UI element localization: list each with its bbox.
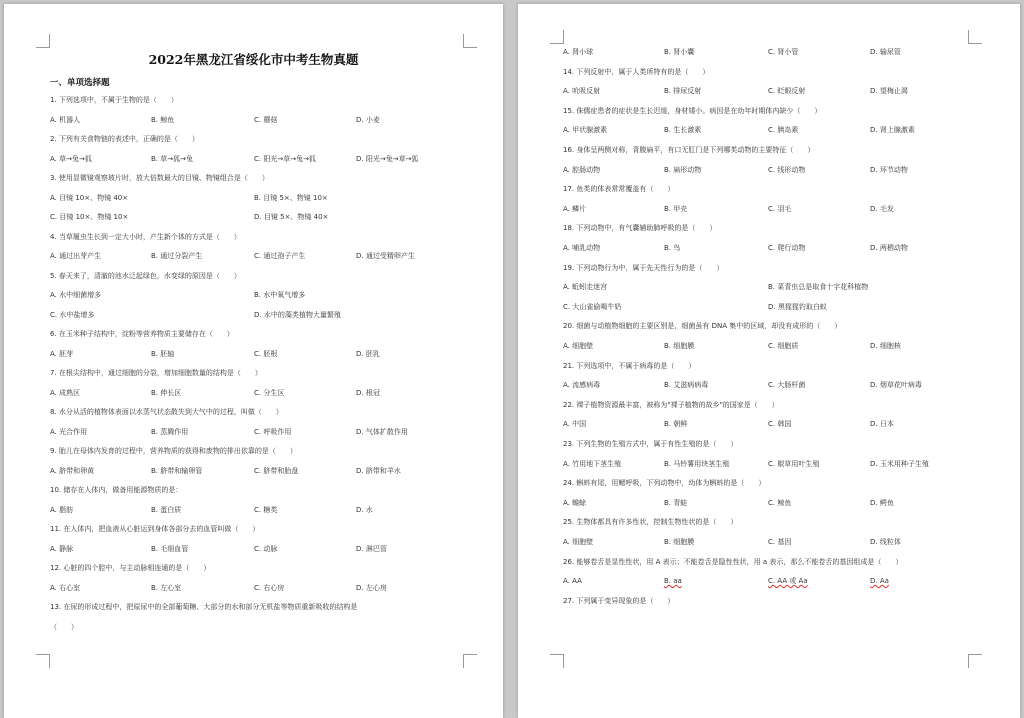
answer-option: B. 青蛙 [664, 498, 688, 507]
answer-option: A. 鳞片 [563, 204, 587, 213]
question-text: 17. 鱼类的体表常常覆盖有（ ） [563, 185, 675, 194]
crop-mark [550, 30, 564, 44]
answer-option: C. 椒草用叶生殖 [768, 459, 820, 468]
answer-option: A. 机器人 [50, 115, 81, 124]
question-text: 16. 身体呈两侧对称，背腹扁平，有口无肛门是下列哪类动物的主要特征（ ） [563, 146, 815, 154]
answer-option: B. 左心室 [151, 583, 182, 592]
crop-mark [463, 34, 477, 48]
answer-option: B. 目镜 5×、物镜 10× [254, 193, 328, 202]
question-text: 8. 水分从活的植物体表面以水蒸气状态散失到大气中的过程，叫做（ ） [50, 408, 283, 416]
answer-option: B. 毛细血管 [151, 544, 189, 553]
answer-option: A. 胚芽 [50, 349, 74, 358]
answer-option: B. 蛋白质 [151, 505, 182, 514]
question-text: 12. 心脏的四个腔中，与主动脉相连通的是（ ） [50, 564, 211, 572]
answer-option: A. 蟾蜍 [563, 498, 587, 507]
answer-option: D. 根冠 [356, 388, 380, 397]
answer-option: A. AA [563, 577, 582, 586]
question-text: （ ） [50, 622, 78, 631]
answer-option: B. 生长激素 [664, 126, 702, 135]
document-title: 2022年黑龙江省绥化市中考生物真题 [148, 52, 359, 67]
answer-option: A. 吮吸反射 [563, 87, 601, 96]
question-text: 25. 生物体都具有许多性状，控制生物性状的是（ ） [563, 518, 738, 527]
answer-option: D. 环节动物 [870, 165, 908, 174]
answer-option: C. 糖类 [254, 505, 278, 514]
question-text: 1. 下列选项中，不属于生物的是（ ） [50, 96, 178, 104]
document-page-right [518, 4, 1020, 718]
answer-option: C. 通过孢子产生 [254, 252, 306, 260]
answer-option: C. 右心房 [254, 583, 285, 592]
answer-option: D. 烟草花叶病毒 [870, 381, 922, 390]
answer-option: A. 中国 [563, 420, 587, 429]
answer-option: A. 成熟区 [50, 388, 81, 397]
answer-option: A. 通过出芽产生 [50, 252, 102, 260]
answer-option: D. 目镜 5×、物镜 40× [254, 213, 329, 221]
answer-option: D. 毛发 [870, 204, 894, 213]
question-text: 27. 下列属于变异现象的是（ ） [563, 596, 675, 605]
answer-option: C. 鲸鱼 [768, 498, 792, 507]
answer-option: B. 朝鲜 [664, 420, 688, 429]
answer-option: C. 韩国 [768, 420, 792, 429]
answer-option: D. 气体扩散作用 [356, 427, 408, 436]
question-text: 5. 春天来了，清澈的池水泛起绿色，水变绿的原因是（ ） [50, 271, 241, 280]
answer-option: C. 水中盐增多 [50, 310, 95, 319]
question-text: 13. 在尿的形成过程中，把原尿中的全部葡萄糖、大部分的水和部分无机盐等物质重新吸收的结构是 [50, 603, 358, 611]
answer-option: C. 脐带和胎盘 [254, 466, 299, 475]
crop-mark [968, 30, 982, 44]
answer-option: D. 左心房 [356, 583, 387, 592]
answer-option: A. 脐带和卵黄 [50, 466, 95, 475]
answer-option: D. 小麦 [356, 115, 380, 124]
answer-option: D. 两栖动物 [870, 244, 908, 252]
crop-mark [968, 654, 982, 668]
answer-option: C. 胰岛素 [768, 126, 799, 135]
answer-option: B. 甲壳 [664, 204, 688, 213]
crop-mark [463, 654, 477, 668]
document-page-left [4, 4, 503, 718]
question-text: 6. 在玉米种子结构中，淀粉等营养物质主要储存在（ ） [50, 330, 234, 338]
answer-option: D. 肾上腺激素 [870, 126, 915, 135]
answer-option: D. 阳光→兔→草→狐 [356, 154, 419, 163]
answer-option: C. 羽毛 [768, 204, 792, 213]
question-text: 4. 当草履虫生长到一定大小时，产生新个体的方式是（ ） [50, 232, 241, 241]
answer-option: C. 爬行动物 [768, 244, 806, 252]
answer-option: B. 马铃薯用块茎生殖 [664, 459, 730, 468]
answer-option: C. 目镜 10×、物镜 10× [50, 213, 129, 221]
answer-option: A. 肾小球 [563, 48, 594, 56]
answer-option: D. 日本 [870, 420, 894, 429]
answer-option: B. 草→狐→兔 [151, 154, 193, 163]
answer-option: D. 鳄鱼 [870, 498, 894, 507]
answer-option: B. aa [664, 577, 682, 586]
question-text: 20. 细菌与动植物细胞的主要区别是，细菌虽有 DNA 集中的区域，却没有成形的（ ） [563, 322, 842, 331]
answer-option: A. 哺乳动物 [563, 244, 601, 252]
answer-option: B. 鲸鱼 [151, 115, 175, 124]
question-text: 19. 下列动物行为中，属于先天性行为的是（ ） [563, 263, 724, 272]
answer-option: B. 水中氧气增多 [254, 291, 306, 299]
answer-option: C. 大山雀偷喝牛奶 [563, 302, 622, 311]
question-text: 23. 下列生物的生殖方式中，属于有性生殖的是（ ） [563, 440, 738, 448]
crop-mark [36, 654, 50, 668]
answer-option: A. 右心室 [50, 583, 81, 592]
answer-option: B. 排尿反射 [664, 87, 702, 96]
question-text: 15. 侏儒症患者的症状是生长迟缓，身材矮小。病因是在幼年时期体内缺少（ ） [563, 106, 822, 115]
answer-option: C. 动脉 [254, 544, 278, 553]
answer-option: C. 线形动物 [768, 165, 806, 174]
answer-option: A. 静脉 [50, 544, 74, 553]
answer-option: C. 大肠杆菌 [768, 381, 806, 390]
answer-option: A. 水中细菌增多 [50, 291, 102, 299]
question-text: 7. 在根尖结构中，通过细胞的分裂，增加细胞数量的结构是（ ） [50, 369, 262, 377]
answer-option: A. 脂肪 [50, 505, 74, 514]
answer-option: C. 呼吸作用 [254, 427, 292, 436]
question-text: 22. 裸子植物资源最丰富，被称为"裸子植物的故乡"的国家是（ ） [563, 400, 779, 409]
answer-option: D. 玉米用种子生殖 [870, 459, 929, 468]
answer-option: B. 通过分裂产生 [151, 252, 203, 260]
question-text: 14. 下列反射中，属于人类所特有的是（ ） [563, 67, 710, 76]
answer-option: C. 阳光→草→兔→狐 [254, 154, 316, 163]
answer-option: D. 脐带和羊水 [356, 466, 401, 475]
question-text: 3. 使用显微镜观察玻片时，放大倍数最大的目镜、物镜组合是（ ） [50, 174, 269, 182]
answer-option: C. 胚根 [254, 349, 278, 358]
answer-option: B. 艾滋病病毒 [664, 381, 709, 390]
crop-mark [550, 654, 564, 668]
answer-option: D. 淋巴管 [356, 544, 387, 553]
question-text: 11. 在人体内，把血液从心脏运到身体各部分去的血管叫做（ ） [50, 525, 260, 533]
answer-option: A. 甲状腺激素 [563, 126, 608, 135]
answer-option: A. 竹用地下茎生殖 [563, 459, 622, 468]
answer-option: B. 胚轴 [151, 349, 175, 358]
answer-option: D. 水中的藻类植物大量繁殖 [254, 310, 341, 319]
answer-option: B. 伸长区 [151, 388, 182, 397]
answer-option: A. 细胞壁 [563, 538, 594, 546]
answer-option: C. 眨眼反射 [768, 87, 806, 96]
answer-option: C. 蘑菇 [254, 115, 278, 124]
answer-option: C. AA 或 Aa [768, 577, 808, 586]
answer-option: D. 输尿管 [870, 48, 901, 56]
answer-option: A. 目镜 10×、物镜 40× [50, 193, 129, 202]
answer-option: D. 望梅止渴 [870, 87, 908, 96]
question-text: 2. 下列有关食物链的表述中，正确的是（ ） [50, 135, 199, 143]
question-text: 21. 下列选项中，不属于病毒的是（ ） [563, 361, 696, 370]
answer-option: D. 胚乳 [356, 349, 380, 358]
answer-option: A. 草→兔→狐 [50, 154, 92, 163]
crop-mark [36, 34, 50, 48]
answer-option: D. 黑猩猩钓取白蚁 [768, 302, 827, 311]
answer-option: B. 肾小囊 [664, 48, 695, 56]
answer-option: B. 细胞膜 [664, 342, 695, 350]
answer-option: A. 蚯蚓走迷宫 [563, 283, 608, 292]
answer-option: B. 鸟 [664, 244, 681, 252]
question-text: 18. 下列动物中，有气囊辅助肺呼吸的是（ ） [563, 224, 717, 233]
question-text: 10. 储存在人体内，做备用能源物质的是： [50, 486, 183, 494]
answer-option: C. 细胞质 [768, 342, 799, 350]
answer-option: D. 线粒体 [870, 538, 901, 546]
answer-option: C. 基因 [768, 538, 792, 546]
answer-option: B. 菜青虫总是取食十字花科植物 [768, 283, 869, 292]
answer-option: C. 分生区 [254, 388, 285, 397]
section-heading: 一、单项选择题 [50, 78, 110, 88]
answer-option: A. 流感病毒 [563, 381, 601, 390]
answer-option: B. 扁形动物 [664, 165, 702, 174]
answer-option: B. 脐带和输卵管 [151, 466, 203, 475]
answer-option: C. 肾小管 [768, 48, 799, 56]
question-text: 9. 胎儿在母体内发育的过程中，营养物质的获得和废物的排出依靠的是（ ） [50, 447, 297, 455]
question-text: 24. 蝌蚪有尾，用鳃呼吸，下列动物中，幼体为蝌蚪的是（ ） [563, 479, 766, 488]
answer-option: D. 通过受精卵产生 [356, 252, 415, 260]
answer-option: D. 细胞核 [870, 342, 901, 350]
answer-option: D. 水 [356, 505, 373, 514]
answer-option: B. 蒸腾作用 [151, 427, 189, 436]
answer-option: A. 细胞壁 [563, 342, 594, 350]
answer-option: B. 细胞膜 [664, 538, 695, 546]
question-text: 26. 能够卷舌是显性性状，用 A 表示；不能卷舌是隐性性状，用 a 表示，那么不能卷舌的基因组成是（ ） [563, 557, 903, 566]
answer-option: A. 光合作用 [50, 427, 88, 436]
answer-option: D. Aa [870, 577, 889, 586]
answer-option: A. 腔肠动物 [563, 165, 601, 174]
